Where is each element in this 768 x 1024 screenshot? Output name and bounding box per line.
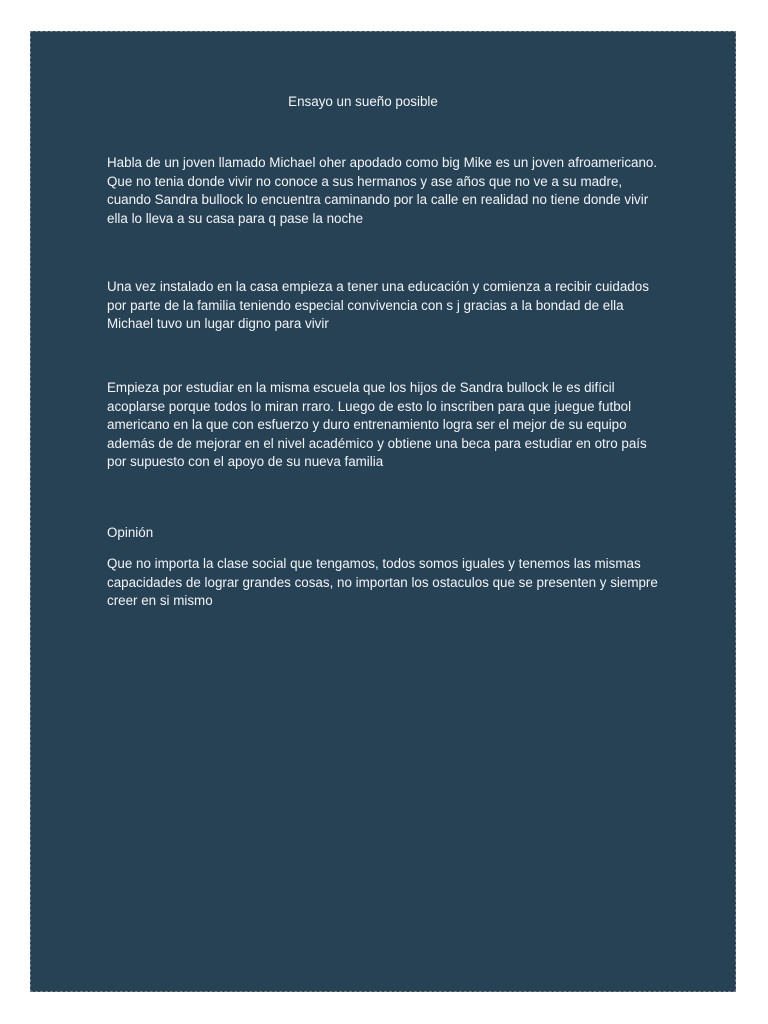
document-title: Ensayo un sueño posible (288, 94, 438, 109)
paragraph-1: Habla de un joven llamado Michael oher apodado como big Mike es un joven afroamericano. Que no tenia donde vivir no conoce a sus hermanos y ase años que no ve a su madre, cuando Sandra bullock lo encuentra caminando por la calle en realidad no tiene donde vivir ella lo lleva a su casa para q pase la noche (107, 155, 658, 226)
paragraph-3: Empieza por estudiar en la misma escuela que los hijos de Sandra bullock le es difícil acoplarse porque todos lo miran rraro. Luego de esto lo inscriben para que juegue futbol americano en la que con esfuerzo y duro entrenamiento logra ser el mejor de su equipo además de de mejorar en el nivel académico y obtiene una beca para estudiar en otro país por supuesto con el apoyo de su nueva familia (107, 380, 647, 470)
paragraph-2: Una vez instalado en la casa empieza a tener una educación y comienza a recibir cuidados por parte de la familia teniendo especial convivencia con s j gracias a la bondad de ella Michael tuvo un lugar digno para vivir (107, 279, 649, 332)
opinion-paragraph: Que no importa la clase social que tengamos, todos somos iguales y tenemos las mismas capacidades de lograr grandes cosas, no importan los ostaculos que se presenten y siempre creer en si mismo (107, 556, 658, 609)
opinion-heading: Opinión (107, 525, 154, 540)
document-page (30, 31, 736, 992)
